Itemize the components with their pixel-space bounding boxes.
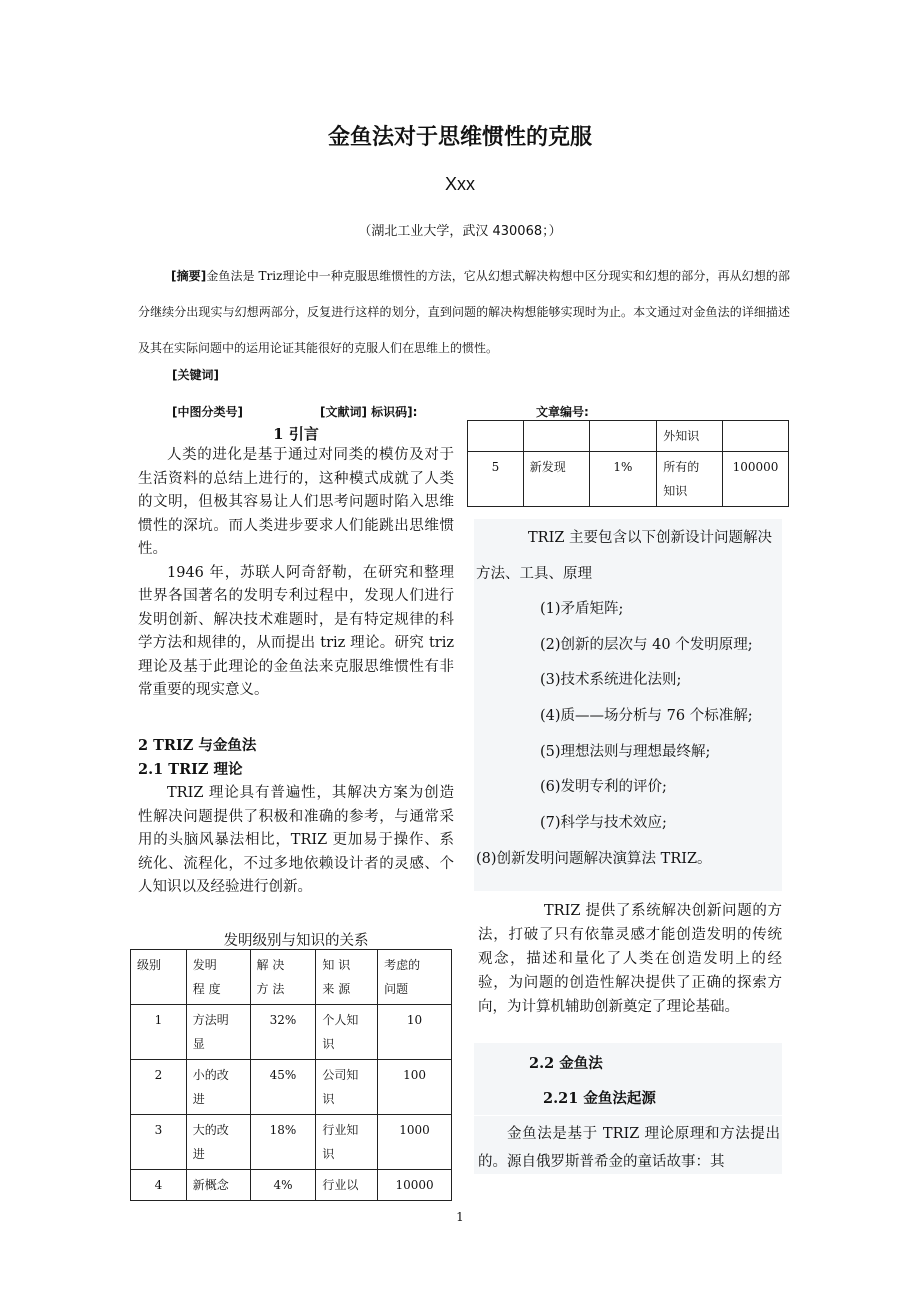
list-item: (7)科学与技术效应; [540, 814, 667, 831]
table-row [131, 1115, 452, 1170]
cell: 5 [468, 452, 524, 507]
header-cell: 解 决 方 法 [250, 950, 316, 1005]
table-caption: 发明级别与知识的关系 [223, 933, 369, 949]
cell: 2 [131, 1060, 187, 1115]
article-number-label: 文章编号: [536, 405, 589, 419]
cell: 4 [131, 1170, 187, 1201]
table-row [131, 1005, 452, 1060]
list-item: (3)技术系统进化法则; [540, 672, 682, 689]
cell: 1 [131, 1005, 187, 1060]
cell: 行业知 识 [316, 1115, 378, 1170]
triz-body [138, 782, 454, 900]
cell: 100000 [723, 452, 789, 507]
table-header-row [131, 950, 452, 1005]
abstract-label: [摘要] [171, 269, 207, 283]
cell: 10 [378, 1005, 452, 1060]
table-row [468, 421, 789, 452]
table-row [468, 452, 789, 507]
cell: 公司知 识 [316, 1060, 378, 1115]
invention-level-table [130, 949, 452, 1201]
paragraph: TRIZ 提供了系统解决创新问题的方法，打破了只有依靠灵感才能创造发明的传统观念，描述和量化了人类在创造发明上的经验，为问题的创造性解决提供了正确的探索方向，为计算机辅助创新奠定了理论基础。 [478, 903, 782, 1015]
section-2-1-heading: 2.1 TRIZ 理论 [138, 761, 243, 778]
section-1-heading: 1 引言 [273, 425, 319, 443]
origin-box [474, 1116, 782, 1174]
cell [523, 421, 589, 452]
paragraph: TRIZ 理论具有普遍性，其解决方案为创造性解决问题提供了积极和准确的参考，与通常采用的头脑风暴法相比，TRIZ 更加易于操作、系统化、流程化，不过多地依赖设计者的灵感、个人知识以及经验进行创新。 [138, 785, 454, 895]
paragraph: 1946 年，苏联人阿奇舒勒，在研究和整理世界各国著名的发明专利过程中，发现人们进行发明创新、解决技术难题时，是有特定规律的科学方法和规律的，从而提出 triz 理论。研究 triz 理论及基于此理论的金鱼法来克服思维惯性有非常重要的现实意义。 [138, 564, 454, 698]
author: Xxx [444, 174, 475, 194]
header-cell: 级别 [131, 950, 187, 1005]
paragraph: 人类的进化是基于通过对同类的模仿及对于生活资料的总结上进行的，这种模式成就了人类的文明，但极其容易让人们思考问题时陷入思维惯性的深坑。而人类进步要求人们能跳出思维惯性。 [138, 447, 454, 557]
cell: 32% [250, 1005, 316, 1060]
cell: 个人知 识 [316, 1005, 378, 1060]
page-number: 1 [456, 1210, 464, 1224]
clc-label: [中图分类号] [172, 405, 243, 419]
header-cell: 发明 程 度 [186, 950, 250, 1005]
header-cell: 知 识 来 源 [316, 950, 378, 1005]
cell: 所有的 知识 [657, 452, 723, 507]
abstract-text: 金鱼法是 Triz理论中一种克服思维惯性的方法，它从幻想式解决构想中区分现实和幻想的部分，再从幻想的部分继续分出现实与幻想两部分，反复进行这样的划分，直到问题的解决构想能够实现时为止。本文通过对金鱼法的详细描述及其在实际问题中的运用论证其能很好的克服人们在思维上的惯性。 [138, 269, 790, 355]
section-2-2-heading: 2.2 金鱼法 [529, 1055, 603, 1072]
section-2-2-1-heading: 2.21 金鱼法起源 [543, 1090, 656, 1107]
cell: 4% [250, 1170, 316, 1201]
list-item: (8)创新发明问题解决演算法 TRIZ。 [476, 851, 712, 868]
cell [468, 421, 524, 452]
cell [589, 421, 657, 452]
cell [723, 421, 789, 452]
triz-tools-intro: TRIZ 主要包含以下创新设计问题解决方法、工具、原理 [476, 530, 772, 582]
cell: 大的改 进 [186, 1115, 250, 1170]
list-item: (4)质——场分析与 76 个标准解; [540, 707, 753, 724]
list-item: (2)创新的层次与 40 个发明原理; [540, 636, 753, 653]
cell: 1% [589, 452, 657, 507]
list-item: (1)矛盾矩阵; [540, 601, 624, 618]
abstract [138, 258, 790, 366]
cell: 方法明 显 [186, 1005, 250, 1060]
cell: 3 [131, 1115, 187, 1170]
cell: 小的改 进 [186, 1060, 250, 1115]
doc-code-label: [文献词] 标识码]: [320, 405, 418, 419]
invention-level-table-continued [467, 420, 789, 507]
paper-title: 金鱼法对于思维惯性的克服 [327, 125, 592, 150]
paragraph: 金鱼法是基于 TRIZ 理论原理和方法提出的。源自俄罗斯普希金的童话故事：其 [478, 1126, 780, 1170]
cell: 行业以 [316, 1170, 378, 1201]
triz-tools-box [474, 519, 782, 891]
table-row [131, 1060, 452, 1115]
table-row [131, 1170, 452, 1201]
cell: 100 [378, 1060, 452, 1115]
keywords-label: [关键词] [172, 368, 219, 382]
section-2-heading: 2 TRIZ 与金鱼法 [138, 737, 257, 754]
list-item: (6)发明专利的评价; [540, 779, 667, 796]
triz-summary [478, 899, 782, 1019]
cell: 新概念 [186, 1170, 250, 1201]
cell: 1000 [378, 1115, 452, 1170]
intro-body [138, 444, 454, 703]
cell: 10000 [378, 1170, 452, 1201]
list-item: (5)理想法则与理想最终解; [540, 743, 711, 760]
cell: 新发现 [523, 452, 589, 507]
cell: 45% [250, 1060, 316, 1115]
affiliation: （湖北工业大学，武汉 430068；） [358, 224, 562, 239]
cell: 18% [250, 1115, 316, 1170]
cell: 外知识 [657, 421, 723, 452]
header-cell: 考虑的 问题 [378, 950, 452, 1005]
